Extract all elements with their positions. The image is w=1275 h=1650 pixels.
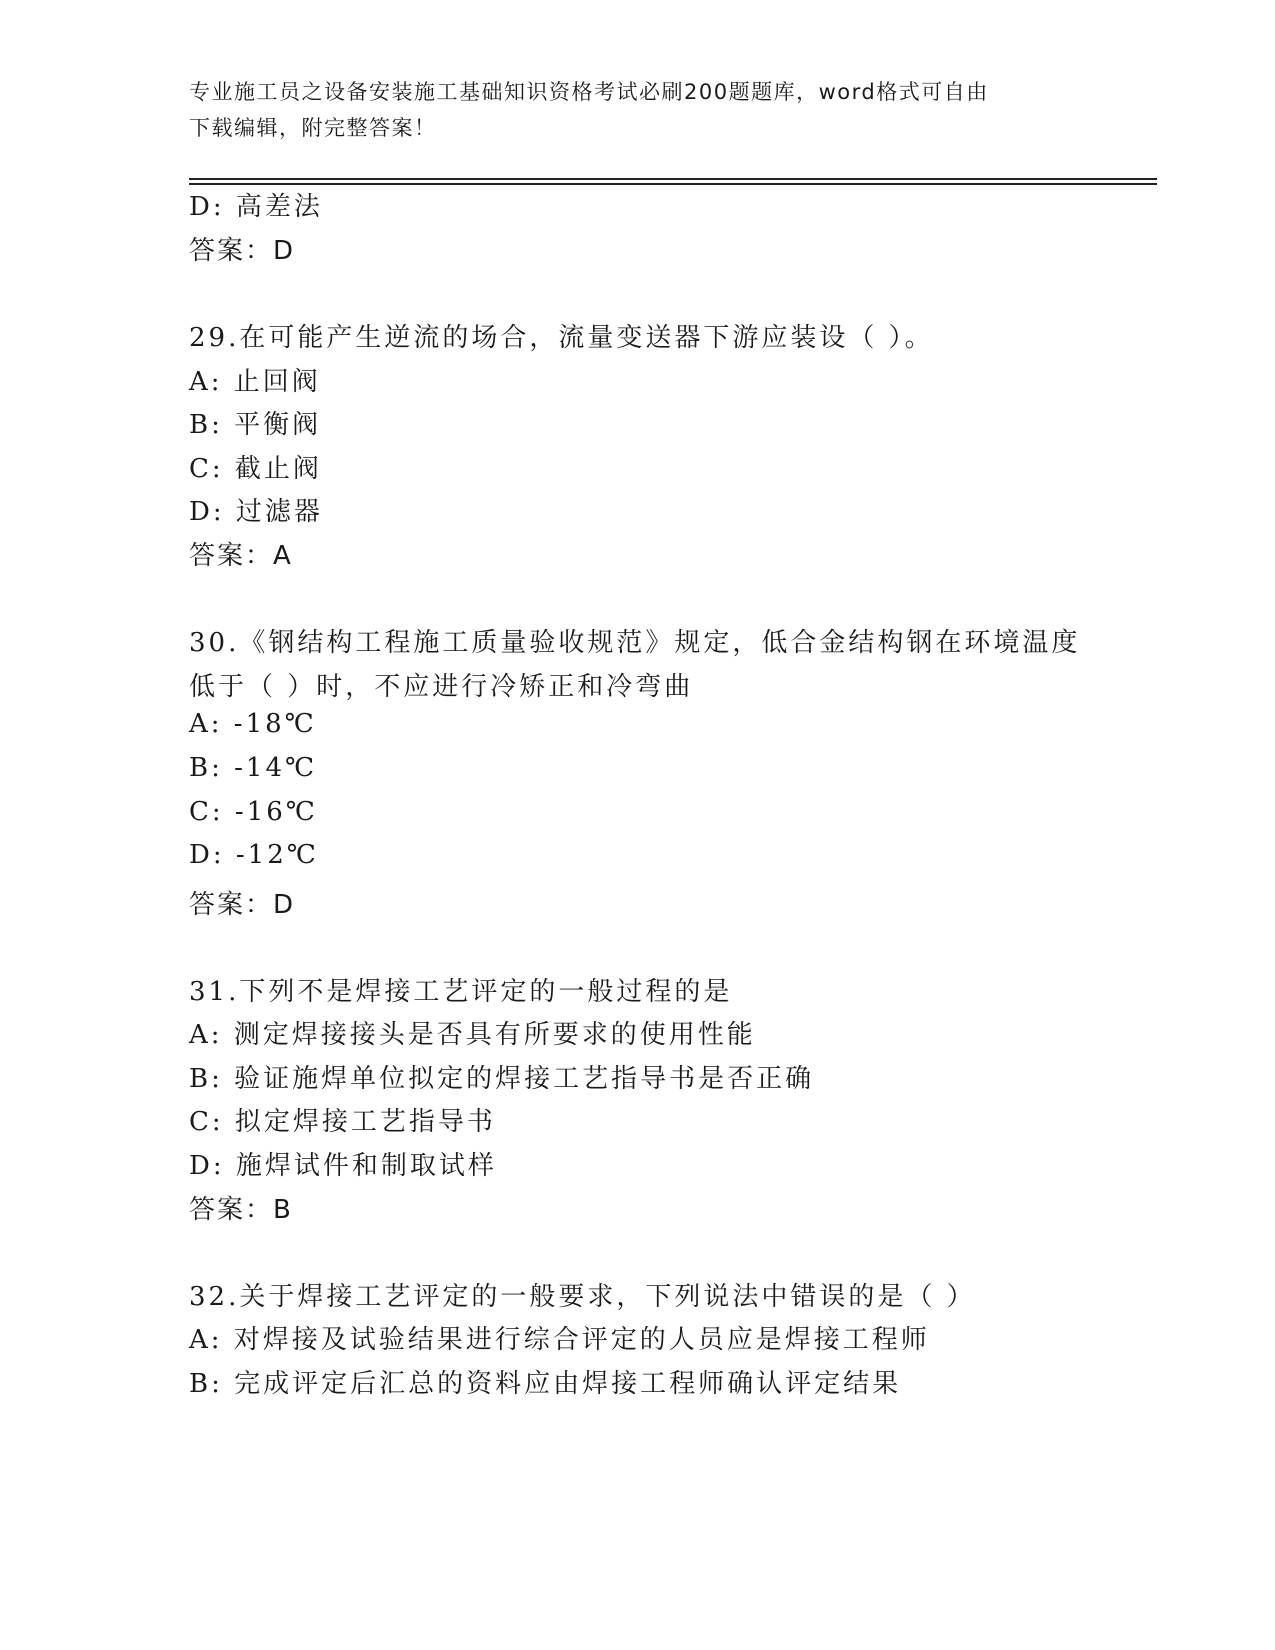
prev-answer: 答案：D [189,236,296,266]
q30-stem-line-2: 低于（ ）时，不应进行冷矫正和冷弯曲 [189,672,694,702]
q31-option-c: C: 拟定焊接工艺指导书 [189,1107,496,1137]
q32-option-b: B: 完成评定后汇总的资料应由焊接工程师确认评定结果 [189,1369,902,1399]
q29-answer: 答案：A [189,541,293,571]
q29-option-b: B: 平衡阀 [189,410,322,440]
q30-option-d: D: -12℃ [189,840,319,870]
q30-answer: 答案：D [189,890,296,920]
q30-option-b: B: -14℃ [189,753,318,783]
q29-stem: 29.在可能产生逆流的场合，流量变送器下游应装设（ ）。 [189,323,934,353]
q30-option-a: A: -18℃ [189,709,317,739]
q31-stem: 31.下列不是焊接工艺评定的一般过程的是 [189,977,733,1007]
q31-option-b: B: 验证施焊单位拟定的焊接工艺指导书是否正确 [189,1064,815,1094]
header-line-1: 专业施工员之设备安装施工基础知识资格考试必刷200题题库，word格式可自由 [189,80,989,104]
q32-stem: 32.关于焊接工艺评定的一般要求，下列说法中错误的是（ ） [189,1282,976,1312]
q30-option-c: C: -16℃ [189,797,318,827]
q29-option-a: A: 止回阀 [189,367,321,397]
q32-option-a: A: 对焊接及试验结果进行综合评定的人员应是焊接工程师 [189,1325,930,1355]
prev-option-d: D: 高差法 [189,192,323,222]
document-header [189,74,1069,146]
header-rule-bottom [189,183,1157,185]
q30-stem-line-1: 30.《钢结构工程施工质量验收规范》规定，低合金结构钢在环境温度 [189,628,1081,658]
header-rule-top [189,178,1157,180]
q31-answer: 答案：B [189,1195,293,1225]
header-line-2: 下载编辑，附完整答案！ [189,116,437,140]
q31-option-a: A: 测定焊接接头是否具有所要求的使用性能 [189,1020,756,1050]
q31-option-d: D: 施焊试件和制取试样 [189,1151,497,1181]
q29-option-d: D: 过滤器 [189,497,323,527]
q29-option-c: C: 截止阀 [189,454,322,484]
